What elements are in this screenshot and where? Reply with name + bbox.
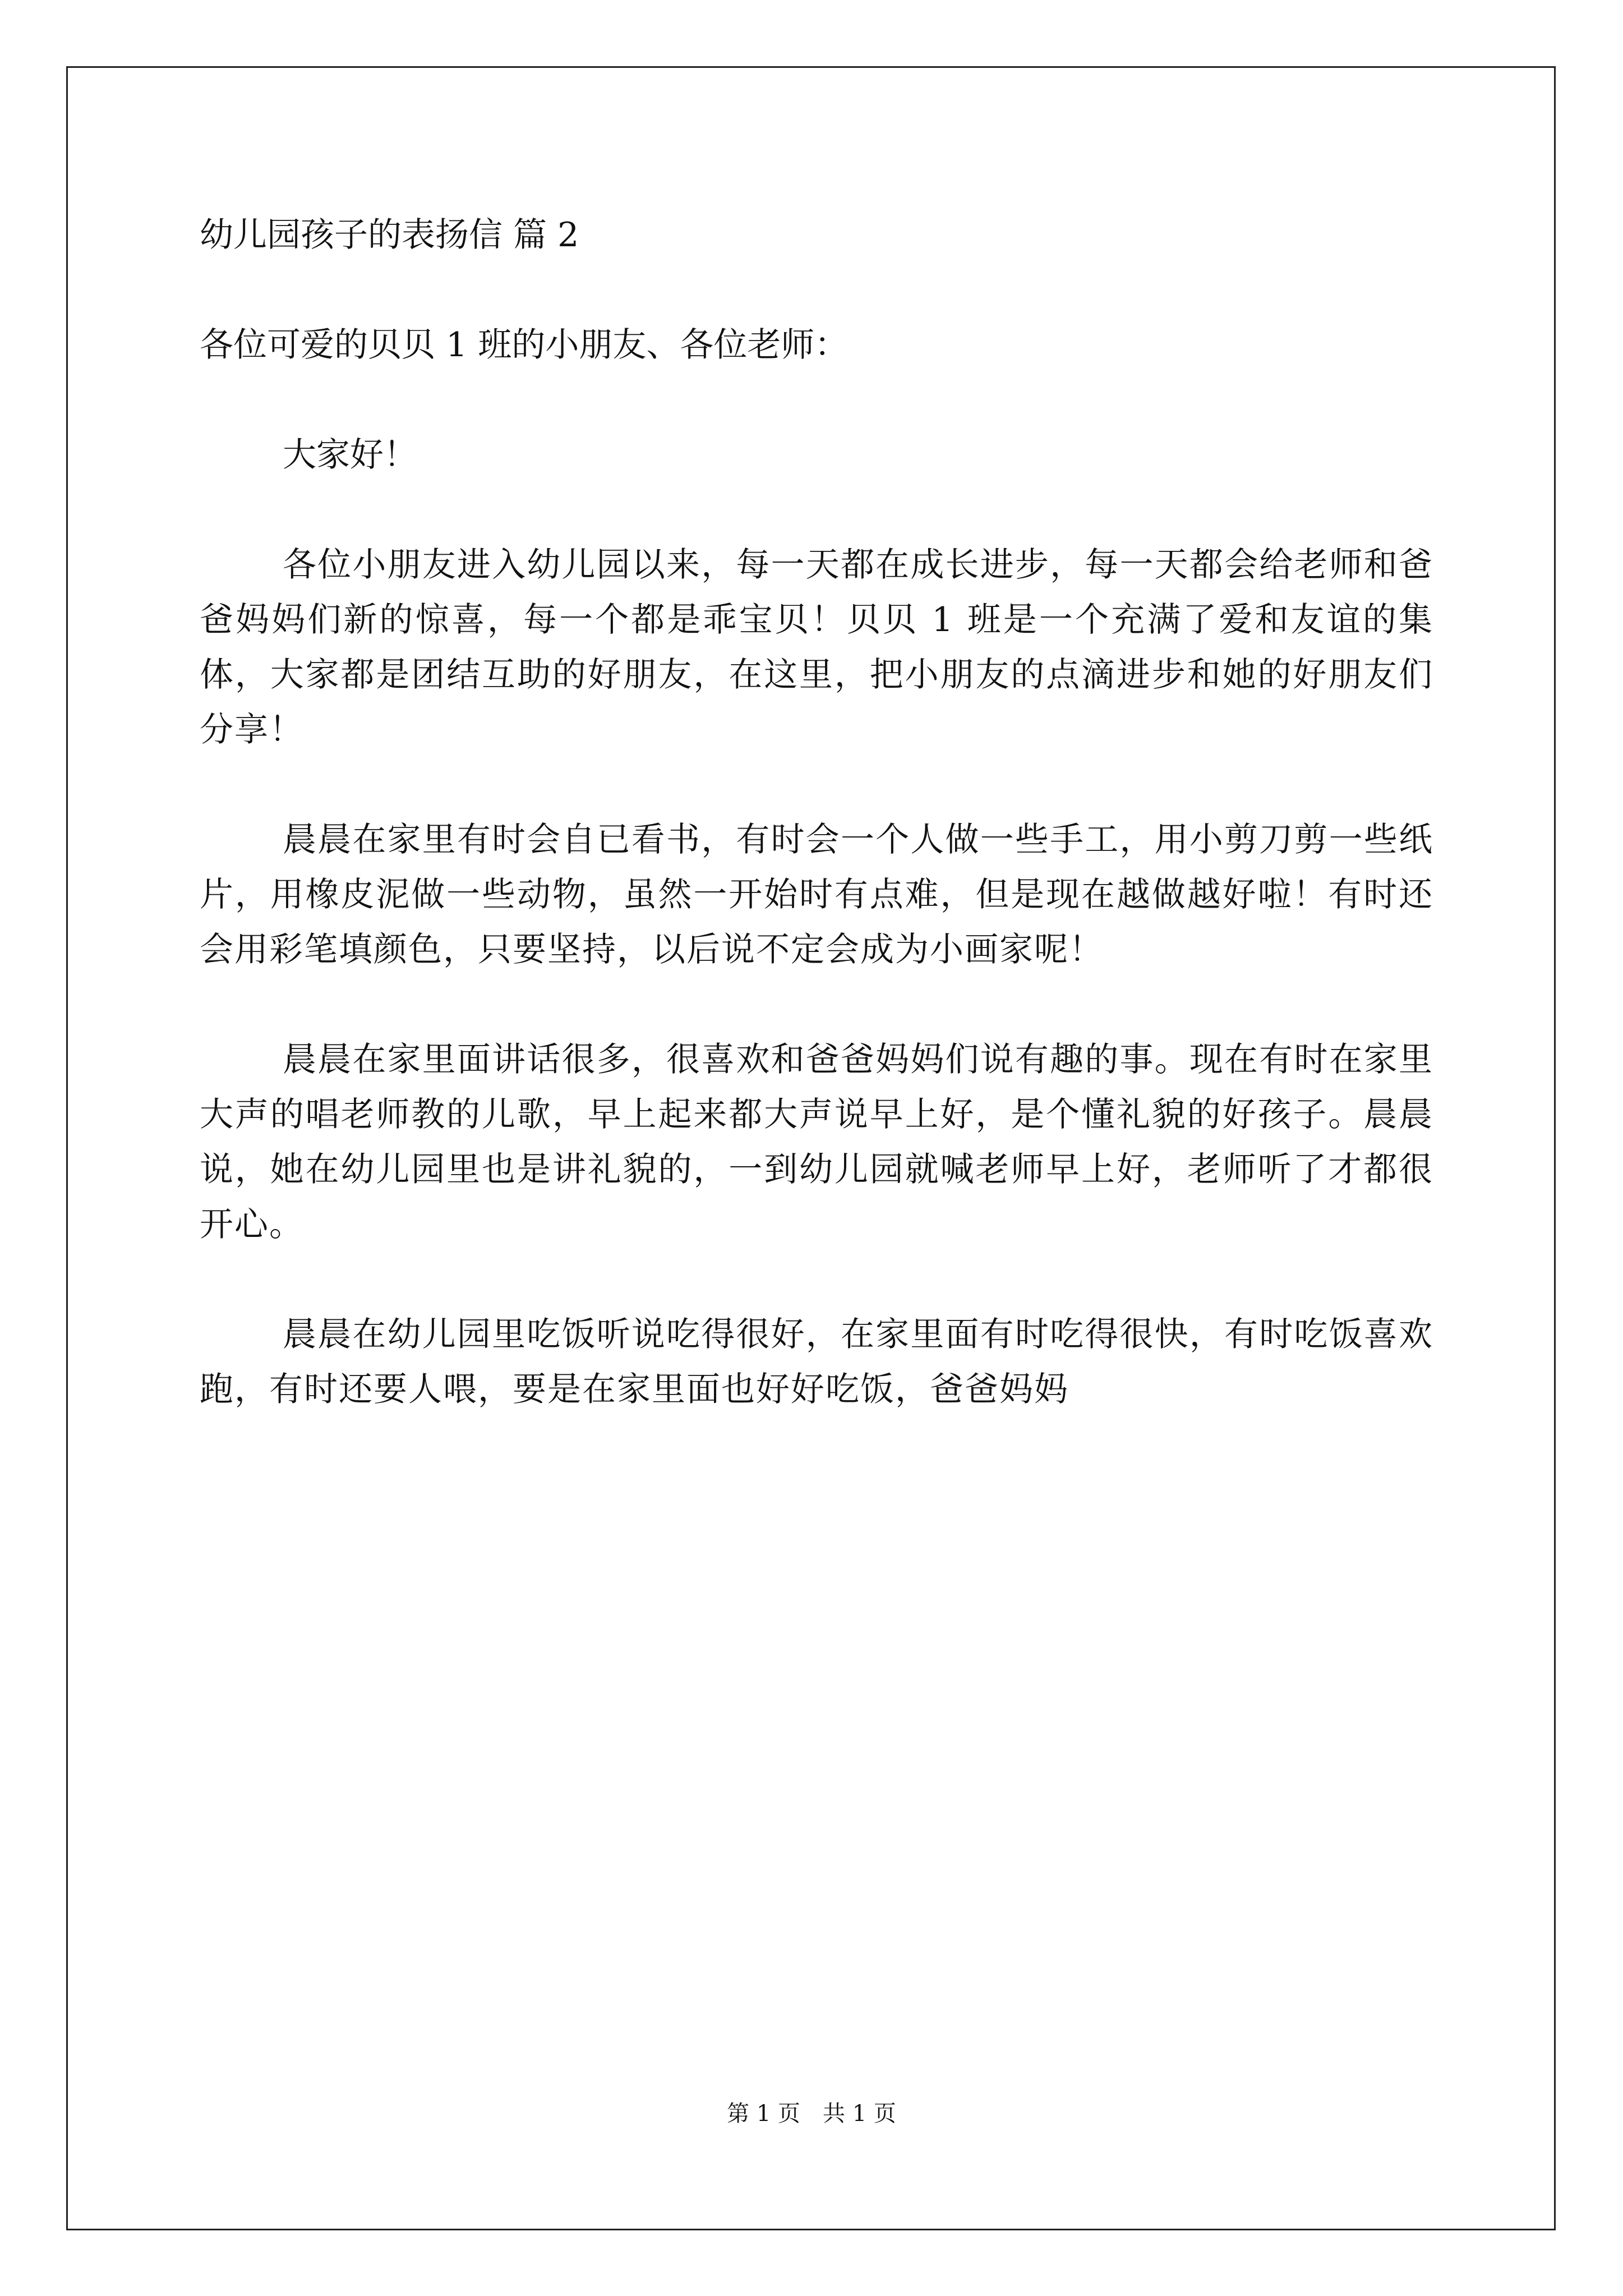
document-body (200, 208, 1433, 1472)
document-title: 幼儿园孩子的表扬信 篇 2 (200, 215, 579, 255)
paragraph: 晨晨在家里面讲话很多，很喜欢和爸爸妈妈们说有趣的事。现在有时在家里大声的唱老师教的儿歌，早上起来都大声说早上好，是个懂礼貌的好孩子。晨晨说，她在幼儿园里也是讲礼貌的，一到幼儿园就喊老师早上好，老师听了才都很开心。 (200, 1040, 1433, 1244)
paragraph: 晨晨在幼儿园里吃饭听说吃得很好，在家里面有时吃得很快，有时吃饭喜欢跑，有时还要人喂，要是在家里面也好好吃饭，爸爸妈妈 (200, 1315, 1433, 1409)
paragraph: 各位小朋友进入幼儿园以来，每一天都在成长进步，每一天都会给老师和爸爸妈妈们新的惊喜，每一个都是乖宝贝！贝贝 1 班是一个充满了爱和友谊的集体，大家都是团结互助的好朋友，在这里，把小朋友的点滴进步和她的好朋友们分享！ (200, 545, 1433, 749)
page-footer: 第 1 页 共 1 页 (727, 2101, 896, 2127)
greeting: 大家好！ (283, 435, 417, 475)
paragraph: 晨晨在家里有时会自已看书，有时会一个人做一些手工，用小剪刀剪一些纸片，用橡皮泥做一些动物，虽然一开始时有点难，但是现在越做越好啦！有时还会用彩笔填颜色，只要坚持，以后说不定会成为小画家呢！ (200, 820, 1433, 969)
salutation: 各位可爱的贝贝 1 班的小朋友、各位老师： (200, 325, 849, 365)
